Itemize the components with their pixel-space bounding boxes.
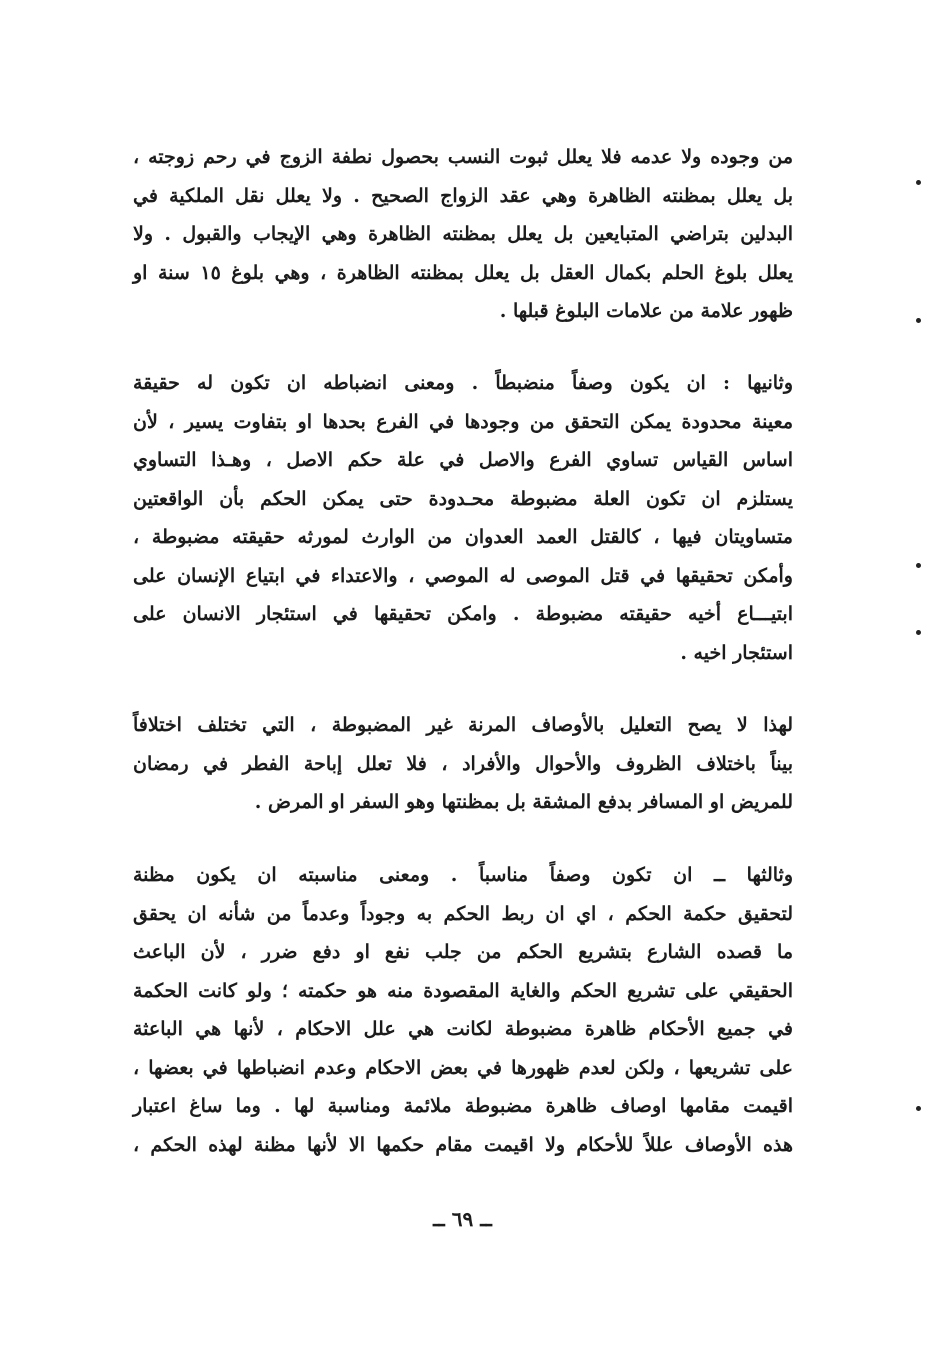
text-line: يستلزم ان تكون العلة مضبوطة محـدودة حتى يمكن الحكم بأن الواقعتين [133,487,793,510]
margin-dot [916,563,921,568]
text-line: اقيمت مقامها اوصاف ظاهرة مضبوطة ملائمة ومناسبة لها . وما ساغ اعتبار [133,1095,793,1117]
margin-dot [916,1106,921,1111]
text-line: وثالثها ــ ان تكون وصفاً مناسباً . ومعنى مناسبته ان يكون مظنة [133,864,793,886]
text-line: معينة محدودة يمكن التحقق من وجودها في الفرع بحدها او بتفاوت يسير ، لأن [133,410,793,433]
text-line: الحقيقي على تشريع الحكم والغاية المقصودة منه هو حكمته ؛ ولو كانت الحكمة [133,979,793,1002]
text-line: اساس القياس تساوي الفرع والاصل في علة حكم الاصل ، وهـذا التساوي [133,449,793,471]
margin-dot [916,318,921,323]
text-line: ما قصده الشارع بتشريع الحكم من جلب نفع او دفع ضرر ، لأن الباعث [133,941,793,963]
paragraph-2 [133,364,793,672]
text-line: البدلين بتراضي المتبايعين بل يعلل بمظنته الظاهرة وهي الإيجاب والقبول . ولا [133,223,793,245]
text-line: متساويتان فيها ، كالقتل العمد العدوان من الوارث لمورثه حقيقته مضبوطة ، [133,526,793,548]
text-line: وثانيها : ان يكون وصفاً منضبطاً . ومعنى انضباطه ان تكون له حقيقة [133,372,793,394]
paragraph-4 [133,856,793,1164]
text-line: على تشريعها ، ولكن لعدم ظهورها في بعض الاحكام وعدم انضباطها في بعضها ، [133,1056,793,1079]
text-line: لهذا لا يصح التعليل بالأوصاف المرنة غير المضبوطة ، التي تختلف اختلافاً [133,714,793,736]
text-line: في جميع الأحكام ظاهرة مضبوطة لكانت هي علل الاحكام ، لأنها هي الباعثة [133,1018,793,1040]
text-line: هذه الأوصاف عللاً للأحكام ولا اقيمت مقام حكمها الا لأنها مظنة لهذه الحكم ، [133,1133,793,1156]
page-number: ــ ٦٩ ــ [433,1207,492,1231]
text-line: وأمكن تحقيقها في قتل الموصى له الموصي ، والاعتداء في ابتياع الإنسان على [133,564,793,587]
text-line: ابتيـــاع أخيه حقيقته مضبوطة . وامكن تحقيقها في استئجار الانسان على [133,603,793,625]
margin-dot [916,630,921,635]
text-line: لتحقيق حكمة الحكم ، اي ان ربط الحكم به وجوداً وعدماً من شأنه ان يحقق [133,902,793,925]
paragraph-1 [133,138,793,331]
text-line: ظهور علامة من علامات البلوغ قبلها . [499,300,793,322]
text-line: بل يعلل بمظنته الظاهرة وهي عقد الزواج الصحيح . ولا يعلل نقل الملكية في [133,184,793,207]
text-line: يعلل بلوغ الحلم بكمال العقل بل يعلل بمظنته الظاهرة ، وهي بلوغ ١٥ سنة او [133,261,793,284]
paragraph-3 [133,706,793,822]
text-line: للمريض او المسافر بدفع المشقة بل بمظنتها وهو السفر او المرض . [254,791,793,813]
text-line: بيناً باختلاف الظروف والأحوال والأفراد ، فلا تعلل إباحة الفطر في رمضان [133,752,793,775]
text-line: استئجار اخيه . [680,641,793,664]
margin-dot [916,180,921,185]
text-line: من وجوده ولا عدمه فلا يعلل ثبوت النسب بحصول نطفة الزوج في رحم زوجته ، [133,146,793,168]
